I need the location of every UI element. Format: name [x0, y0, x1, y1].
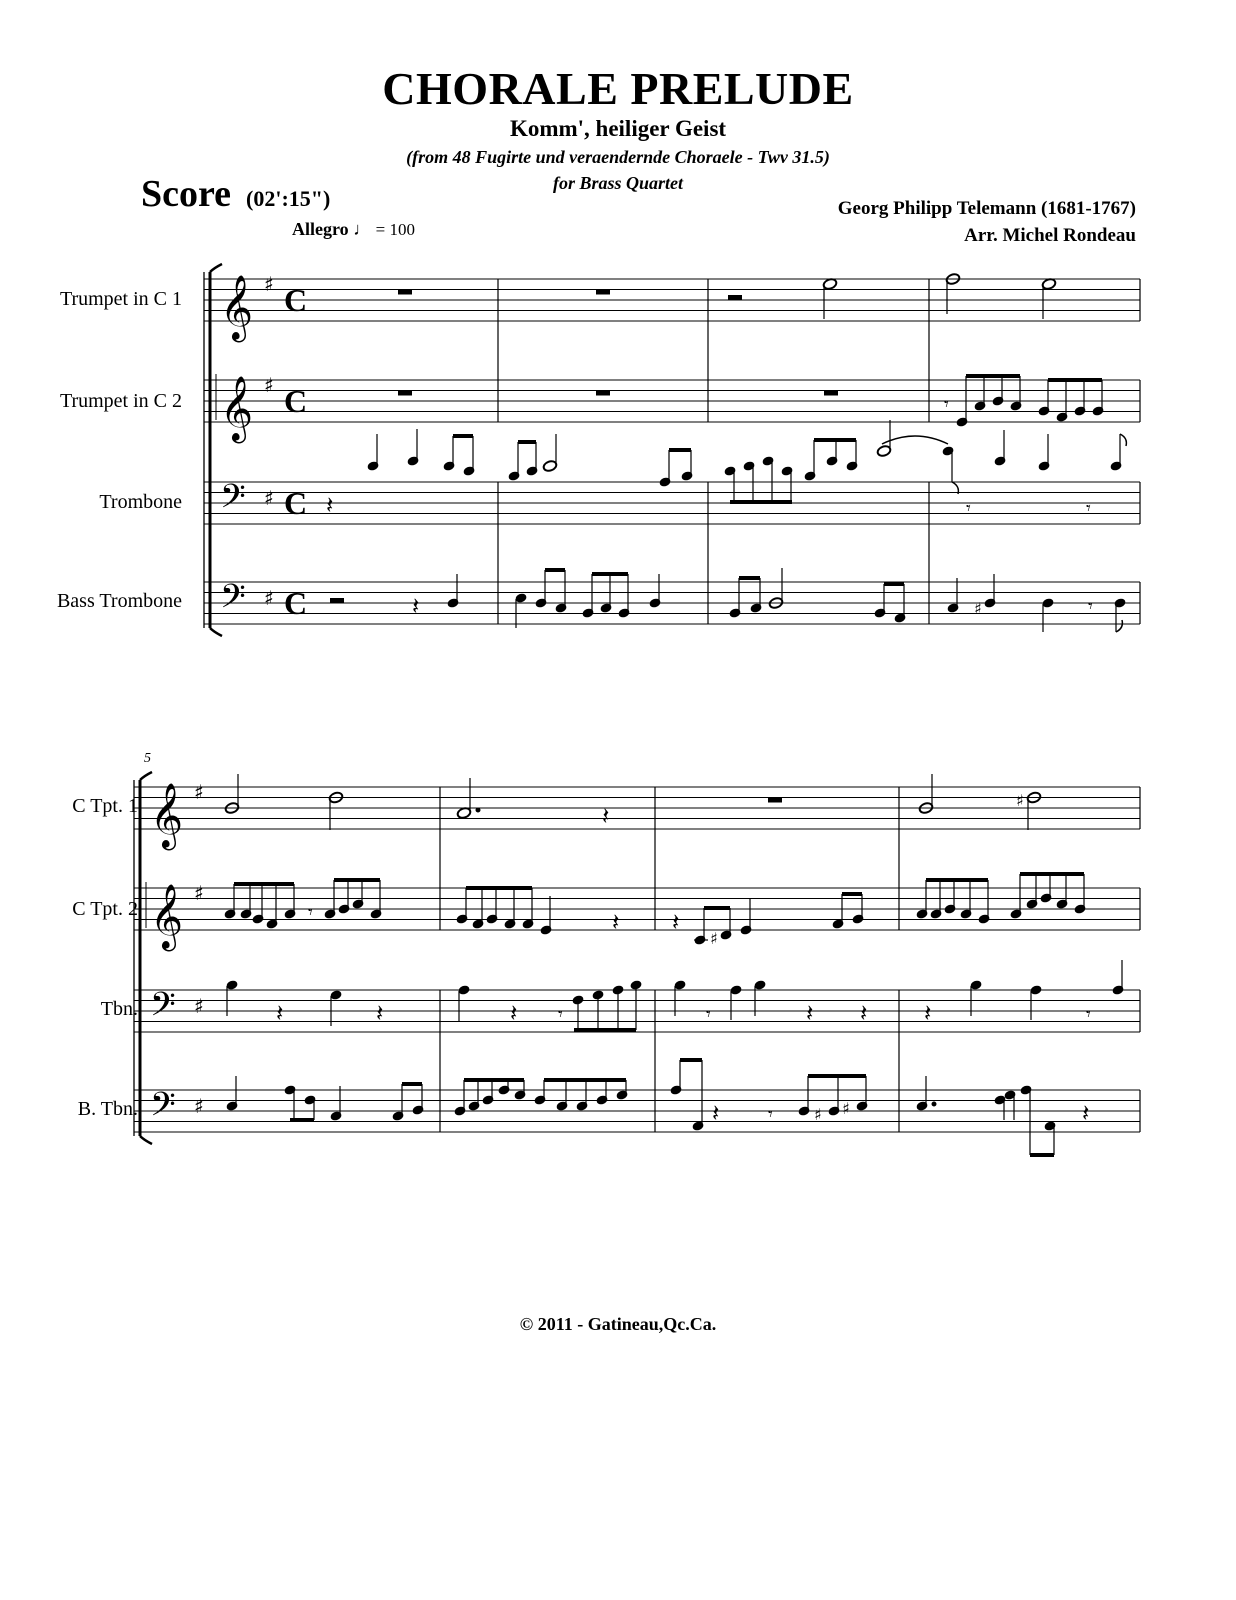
quarter-note-icon: ♩	[353, 219, 372, 239]
svg-text:𝄾: 𝄾	[558, 1004, 563, 1025]
instrument-label: B. Tbn.	[77, 1098, 138, 1120]
instrument-label: C Tpt. 1	[72, 795, 138, 817]
svg-text:𝄽: 𝄽	[510, 999, 518, 1027]
system-1	[57, 264, 1140, 636]
sharp-icon: ♯	[194, 1094, 204, 1118]
svg-text:𝄽: 𝄽	[1082, 1099, 1090, 1127]
svg-text:𝄾: 𝄾	[966, 498, 971, 519]
svg-text:𝄾: 𝄾	[308, 902, 313, 923]
instrument-label: Bass Trombone	[56, 590, 182, 612]
score-title: CHORALE PRELUDE	[382, 63, 854, 114]
sharp-icon: ♯	[194, 881, 204, 905]
notes-bass-trombone	[226, 1058, 1089, 1157]
common-time-icon: C	[284, 383, 308, 419]
bass-clef-icon: 𝄢	[220, 578, 246, 624]
svg-text:𝄽: 𝄽	[806, 999, 814, 1027]
score-label: Score	[141, 173, 232, 215]
sharp-icon: ♯	[264, 272, 274, 296]
notes-trombone	[326, 420, 1126, 519]
copyright: © 2011 - Gatineau,Qc.Ca.	[519, 1314, 717, 1334]
sharp-icon: ♯	[264, 586, 274, 610]
svg-text:𝄾: 𝄾	[1086, 1004, 1091, 1025]
composer: Georg Philipp Telemann (1681-1767)	[837, 198, 1136, 219]
sharp-icon: ♯	[194, 780, 204, 804]
svg-text:𝄽: 𝄽	[712, 1099, 720, 1127]
treble-clef-icon: 𝄞	[220, 376, 254, 441]
bass-clef-icon: 𝄢	[150, 1086, 176, 1132]
common-time-icon: C	[284, 282, 308, 318]
svg-text:𝄾: 𝄾	[944, 394, 949, 415]
staff-trombone	[134, 990, 1140, 1032]
arranger: Arr. Michel Rondeau	[964, 225, 1136, 246]
score-source: (from 48 Fugirte und veraendernde Choraele - Twv 31.5)	[406, 147, 830, 167]
svg-text:♯: ♯	[1016, 791, 1024, 810]
sharp-icon: ♯	[264, 373, 274, 397]
notes-trumpet-1	[224, 774, 1041, 830]
instrument-label: Trumpet in C 2	[59, 390, 182, 412]
instrument-label: C Tpt. 2	[72, 898, 138, 920]
svg-text:𝄽: 𝄽	[326, 491, 334, 519]
treble-clef-icon: 𝄞	[220, 275, 254, 340]
sharp-icon: ♯	[194, 994, 204, 1018]
svg-text:𝄽: 𝄽	[672, 908, 680, 936]
instrumentation: for Brass Quartet	[552, 173, 684, 193]
sharp-icon: ♯	[264, 486, 274, 510]
instrument-label: Trombone	[99, 491, 182, 513]
svg-text:♯: ♯	[710, 929, 718, 948]
common-time-icon: C	[284, 585, 308, 621]
score-subtitle: Komm', heiliger Geist	[509, 116, 727, 141]
staff-trombone	[204, 482, 1140, 524]
svg-text:𝄾: 𝄾	[1086, 498, 1091, 519]
staff-trumpet-1	[204, 279, 1140, 321]
staff-bass-trombone	[134, 1090, 1140, 1132]
svg-text:𝄽: 𝄽	[860, 999, 868, 1027]
staff-bass-trombone	[204, 582, 1140, 624]
svg-text:𝄽: 𝄽	[412, 592, 420, 620]
staff-trumpet-2	[134, 888, 1140, 930]
bass-clef-icon: 𝄢	[220, 478, 246, 524]
measure-number: 5	[144, 751, 151, 766]
treble-clef-icon: 𝄞	[150, 783, 184, 848]
tempo-value: = 100	[375, 220, 415, 239]
svg-text:𝄾: 𝄾	[706, 1004, 711, 1025]
instrument-label: Tbn.	[100, 998, 138, 1020]
svg-text:𝄽: 𝄽	[924, 999, 932, 1027]
notes-trumpet-1	[398, 273, 1057, 319]
svg-text:𝄽: 𝄽	[602, 802, 610, 830]
svg-text:𝄽: 𝄽	[276, 999, 284, 1027]
treble-clef-icon: 𝄞	[150, 884, 184, 949]
svg-text:♯: ♯	[974, 599, 982, 618]
svg-text:𝄽: 𝄽	[376, 999, 384, 1027]
svg-text:♯: ♯	[814, 1105, 822, 1124]
instrument-label: Trumpet in C 1	[59, 288, 182, 310]
tempo-word: Allegro	[292, 219, 349, 239]
notes-bass-trombone	[330, 568, 1126, 632]
system-2	[72, 751, 1140, 1157]
duration: (02':15")	[246, 186, 331, 211]
svg-text:♯: ♯	[842, 1099, 850, 1118]
staff-trumpet-1	[134, 787, 1140, 829]
svg-text:𝄽: 𝄽	[612, 908, 620, 936]
svg-text:𝄾: 𝄾	[768, 1104, 773, 1125]
svg-text:𝄾: 𝄾	[1088, 596, 1093, 617]
bass-clef-icon: 𝄢	[150, 986, 176, 1032]
common-time-icon: C	[284, 485, 308, 521]
